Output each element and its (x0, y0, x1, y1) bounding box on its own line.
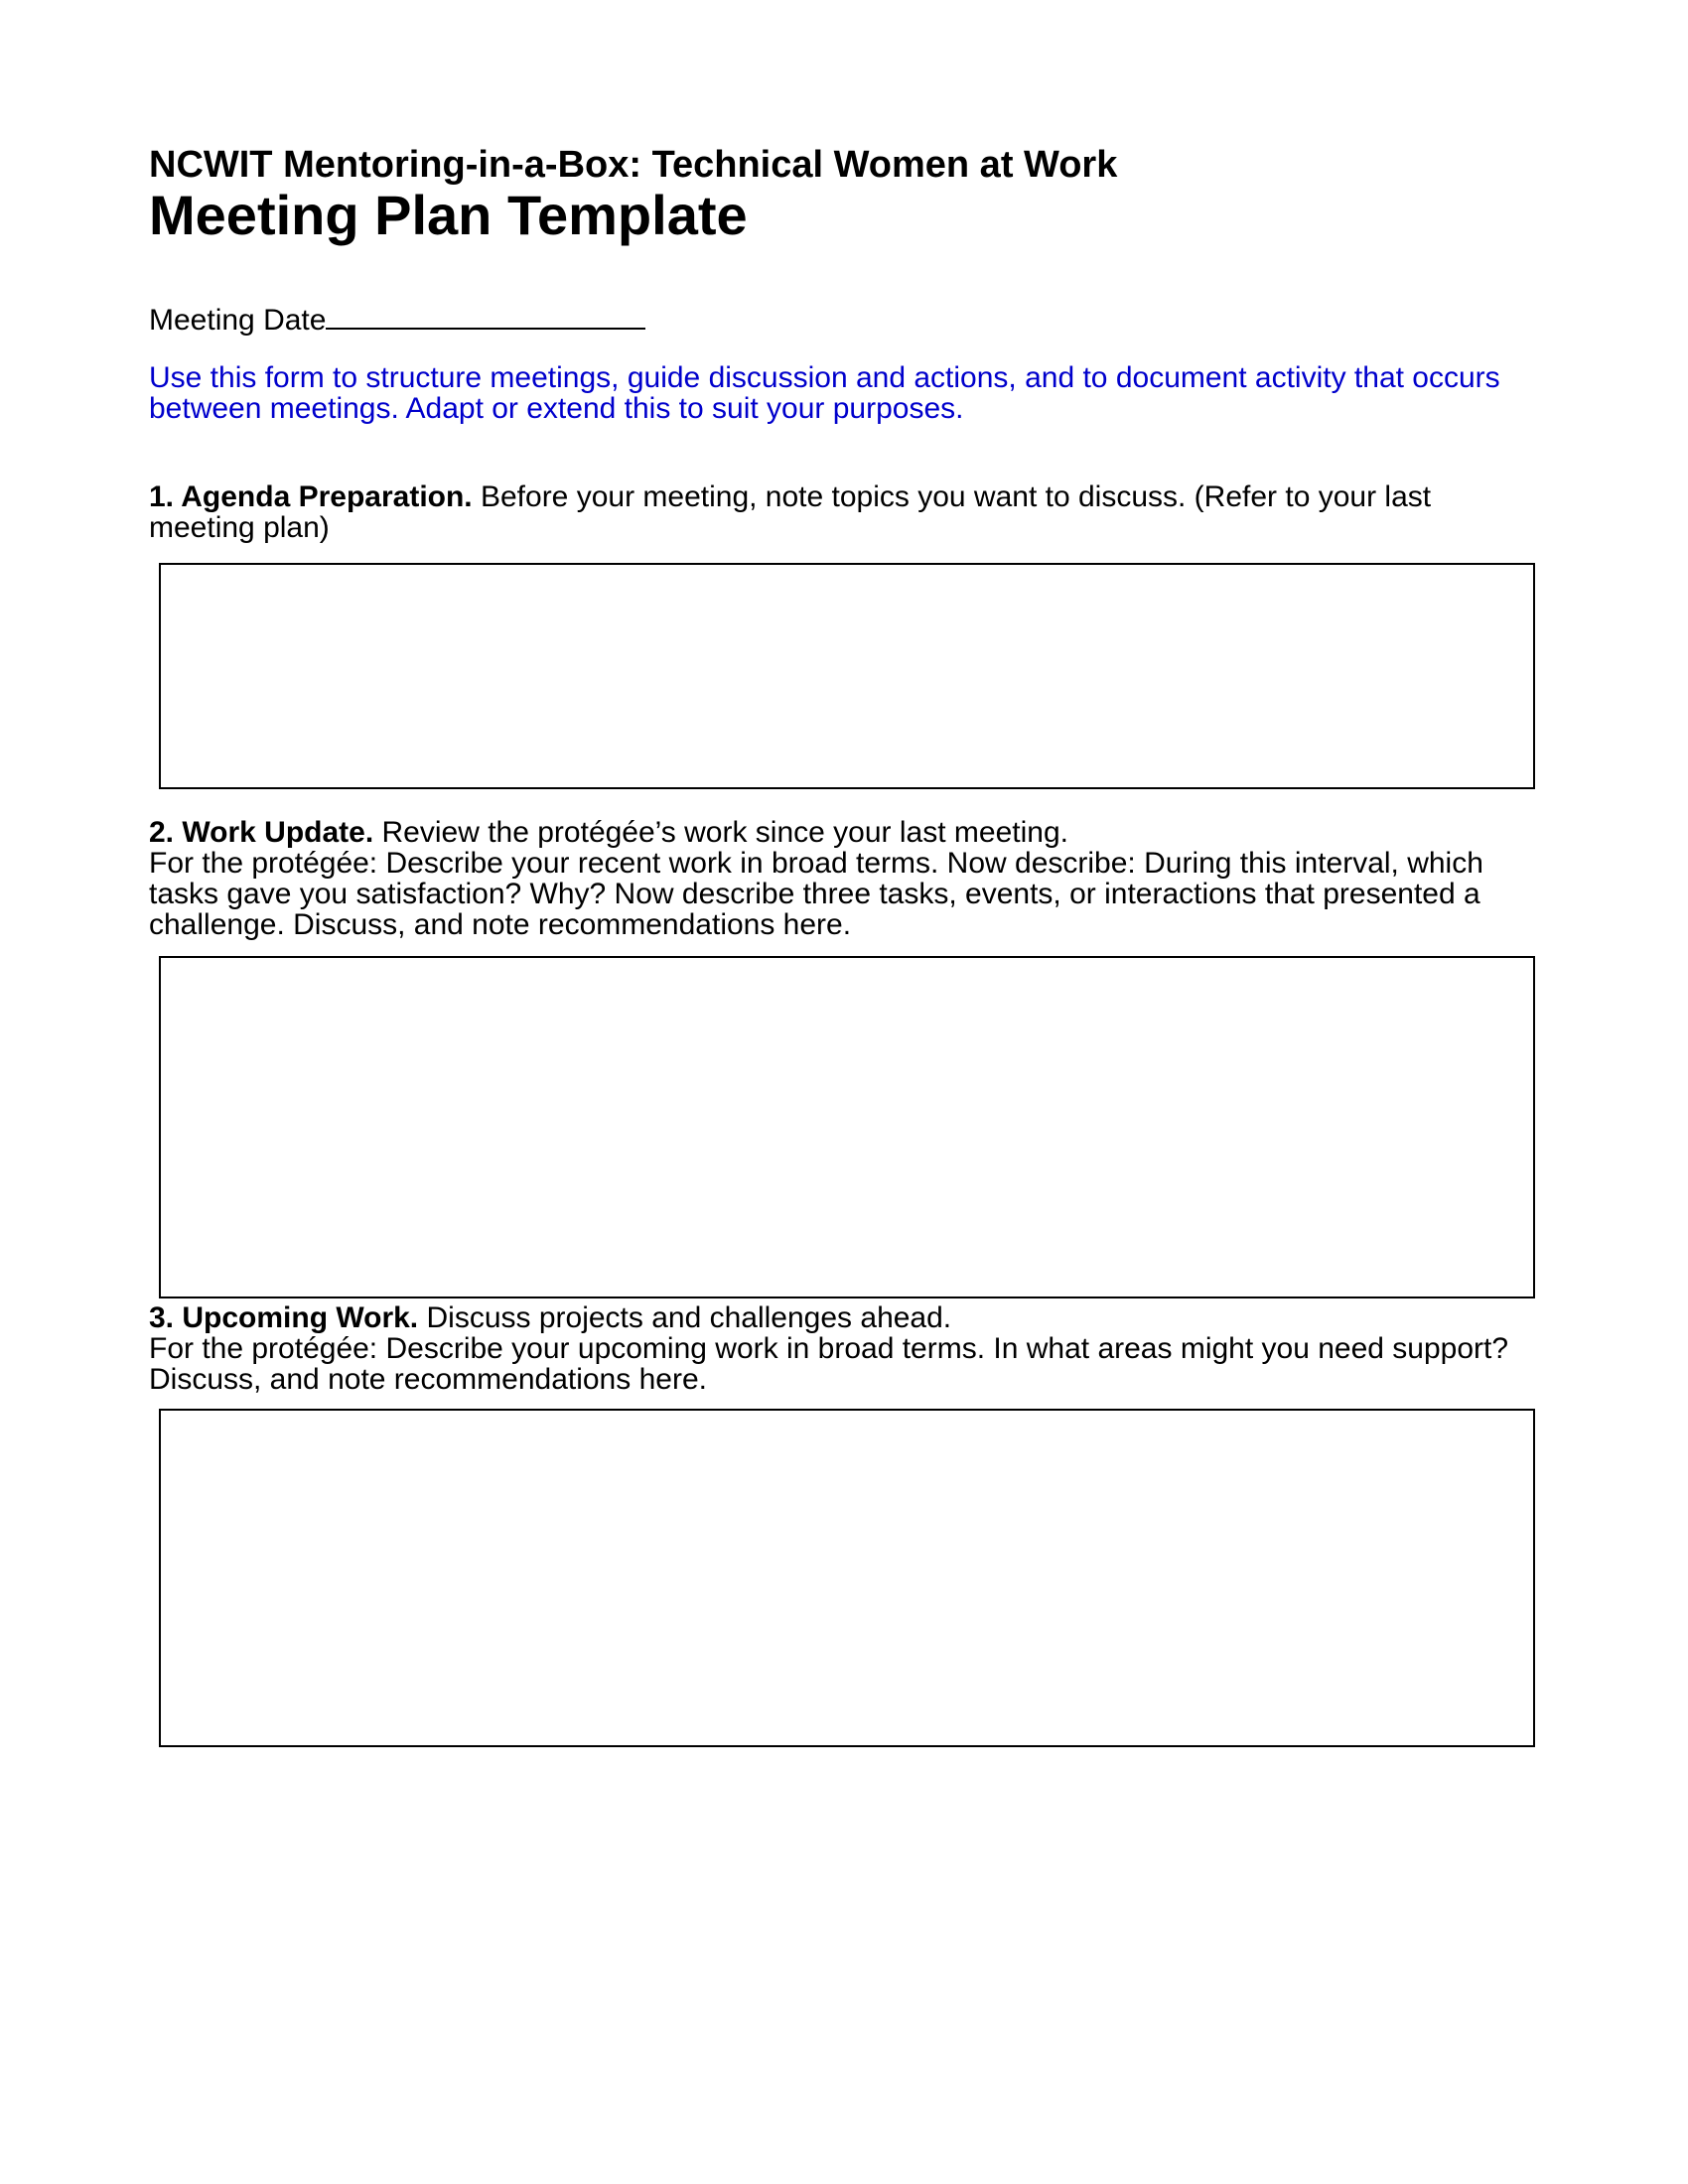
section-line (149, 481, 1539, 512)
section-work-update (149, 817, 1539, 940)
intro-instructions (149, 362, 1539, 424)
section-upcoming-work (149, 1302, 1539, 1395)
section-line: For the protégée: Describe your upcoming work in broad terms. In what areas might you need support? (149, 1332, 1509, 1365)
agenda-preparation-notes-box[interactable] (159, 563, 1535, 789)
document-supertitle: NCWIT Mentoring-in-a-Box: Technical Women at Work (149, 144, 1118, 186)
section-heading: 3. Upcoming Work. (149, 1301, 419, 1334)
intro-line: Use this form to structure meetings, guide discussion and actions, and to document activity that occurs (149, 361, 1500, 394)
section-line: meeting plan) (149, 511, 330, 544)
section-line (149, 817, 1539, 848)
section-heading: 1. Agenda Preparation. (149, 480, 473, 513)
meeting-date-label: Meeting Date (149, 304, 327, 337)
section-line: tasks gave you satisfaction? Why? Now describe three tasks, events, or interactions that presented a (149, 878, 1480, 910)
section-line: Discuss, and note recommendations here. (149, 1363, 707, 1396)
section-heading: 2. Work Update. (149, 816, 374, 849)
section-description: Before your meeting, note topics you want to discuss. (Refer to your last (472, 480, 1432, 513)
document-page (149, 143, 1539, 1747)
intro-line: between meetings. Adapt or extend this to suit your purposes. (149, 392, 964, 425)
meeting-date-field[interactable] (326, 302, 645, 330)
section-description: Discuss projects and challenges ahead. (418, 1301, 952, 1334)
section-line (149, 1302, 1539, 1333)
section-agenda-preparation (149, 481, 1539, 543)
work-update-notes-box[interactable] (159, 956, 1535, 1298)
document-title: Meeting Plan Template (149, 184, 748, 246)
section-line: For the protégée: Describe your recent work in broad terms. Now describe: During this interval, which (149, 847, 1483, 880)
section-line: challenge. Discuss, and note recommendations here. (149, 908, 852, 941)
section-description: Review the protégée’s work since your last meeting. (373, 816, 1068, 849)
upcoming-work-notes-box[interactable] (159, 1409, 1535, 1747)
meeting-date-row (149, 302, 1539, 339)
